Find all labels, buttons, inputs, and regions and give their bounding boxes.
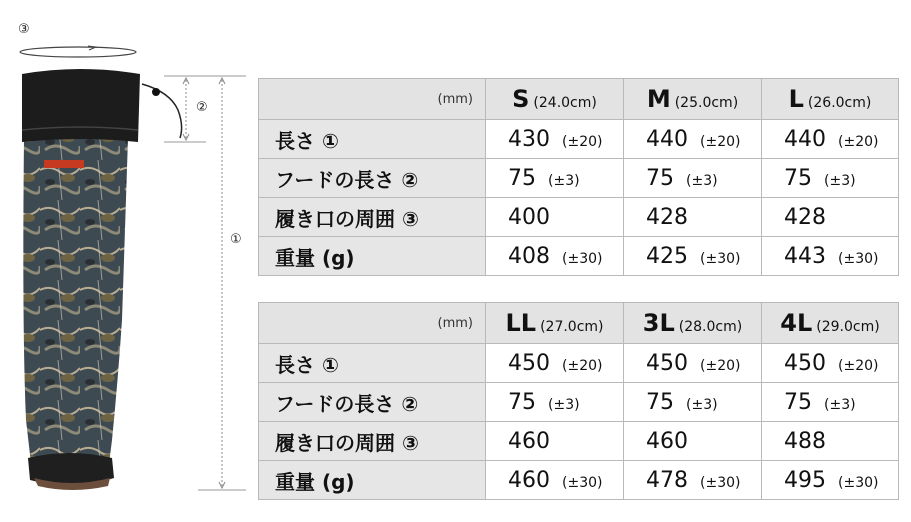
row-label: 長さ ① xyxy=(259,344,486,383)
table-cell: 75 (±3) xyxy=(624,383,762,422)
row-label: 重量 (g) xyxy=(259,237,486,276)
table-cell: 75 (±3) xyxy=(762,159,899,198)
unit-label: (mm) xyxy=(259,303,486,344)
table-cell: 428 xyxy=(762,198,899,237)
table-cell: 450 (±20) xyxy=(486,344,624,383)
size-header-ll: LL (27.0cm) xyxy=(486,303,624,344)
table-cell: 495 (±30) xyxy=(762,461,899,500)
table-row xyxy=(259,237,899,276)
size-header-s: S (24.0cm) xyxy=(486,79,624,120)
circumference-marker: ③ xyxy=(18,22,30,37)
length-marker: ① xyxy=(230,232,242,247)
table-cell: 460 xyxy=(624,422,762,461)
table-cell: 425 (±30) xyxy=(624,237,762,276)
table-cell: 75 (±3) xyxy=(762,383,899,422)
table-cell: 450 (±20) xyxy=(624,344,762,383)
table-cell: 478 (±30) xyxy=(624,461,762,500)
circumference-ellipse xyxy=(20,47,136,57)
unit-label: (mm) xyxy=(259,79,486,120)
row-label: 履き口の周囲 ③ xyxy=(259,422,486,461)
table-row xyxy=(259,344,899,383)
table-cell: 440 (±20) xyxy=(624,120,762,159)
table-row xyxy=(259,198,899,237)
table-row xyxy=(259,159,899,198)
table-cell: 450 (±20) xyxy=(762,344,899,383)
hood-marker: ② xyxy=(196,100,208,115)
row-label: 長さ ① xyxy=(259,120,486,159)
table-cell: 75 (±3) xyxy=(486,159,624,198)
table-header-row xyxy=(259,79,899,120)
brand-tag xyxy=(44,160,84,168)
row-label: フードの長さ ② xyxy=(259,159,486,198)
table-cell: 428 xyxy=(624,198,762,237)
boot-illustration xyxy=(0,0,250,522)
table-row xyxy=(259,120,899,159)
table-row xyxy=(259,461,899,500)
size-header-m: M (25.0cm) xyxy=(624,79,762,120)
table-cell: 400 xyxy=(486,198,624,237)
drawstring xyxy=(142,84,182,138)
table-header-row xyxy=(259,303,899,344)
size-header-3l: 3L (28.0cm) xyxy=(624,303,762,344)
table-cell: 460 xyxy=(486,422,624,461)
boot-hood xyxy=(22,69,140,142)
size-header-4l: 4L (29.0cm) xyxy=(762,303,899,344)
table-cell: 408 (±30) xyxy=(486,237,624,276)
table-cell: 440 (±20) xyxy=(762,120,899,159)
boot-shaft xyxy=(23,138,128,472)
table-row xyxy=(259,383,899,422)
row-label: フードの長さ ② xyxy=(259,383,486,422)
boot-diagram xyxy=(0,0,250,522)
row-label: 履き口の周囲 ③ xyxy=(259,198,486,237)
table-cell: 443 (±30) xyxy=(762,237,899,276)
table-cell: 75 (±3) xyxy=(624,159,762,198)
table-row xyxy=(259,422,899,461)
size-table-1 xyxy=(258,78,899,276)
table-cell: 75 (±3) xyxy=(486,383,624,422)
table-cell: 488 xyxy=(762,422,899,461)
row-label: 重量 (g) xyxy=(259,461,486,500)
size-table-2 xyxy=(258,302,899,500)
table-cell: 430 (±20) xyxy=(486,120,624,159)
table-cell: 460 (±30) xyxy=(486,461,624,500)
size-header-l: L (26.0cm) xyxy=(762,79,899,120)
